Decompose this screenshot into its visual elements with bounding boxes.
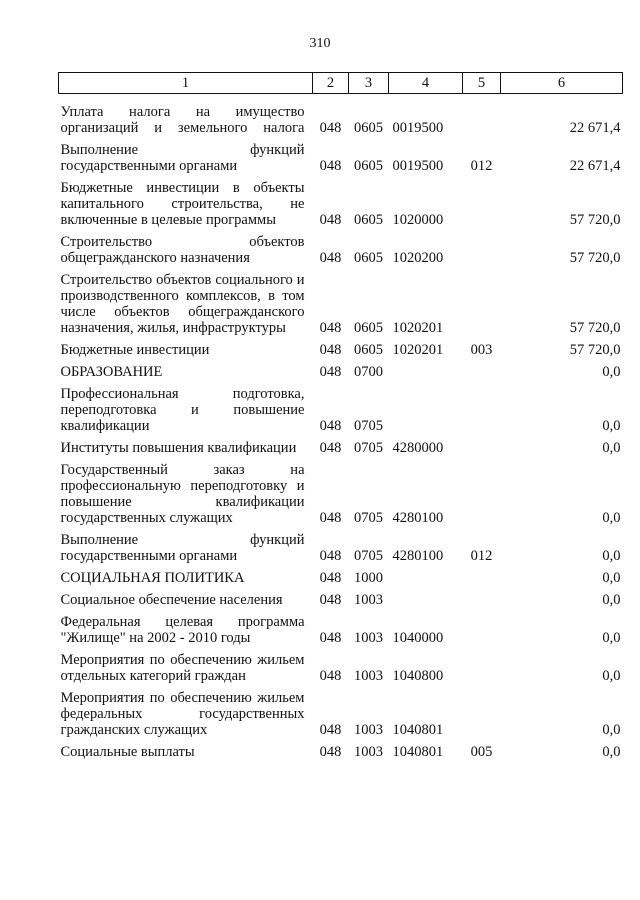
row-amount: 57 720,0 <box>569 250 621 266</box>
row-amount: 57 720,0 <box>569 212 621 228</box>
row-code-gr: 048 <box>319 158 342 174</box>
row-name: Строительство объектов социального и производственного комплексов, в том числе объектов общегражданского назначения, жилья, инфраструктуры <box>60 272 305 336</box>
row-code-cs <box>389 364 463 380</box>
row-amount: 0,0 <box>602 630 621 646</box>
row-name: Социальное обеспечение населения <box>60 592 283 608</box>
row-amount: 0,0 <box>602 722 621 738</box>
row-amount: 22 671,4 <box>569 158 621 174</box>
table-row <box>59 690 623 738</box>
table-row <box>59 342 623 358</box>
row-code-gr: 048 <box>319 630 342 646</box>
row-code-vr <box>463 570 501 586</box>
row-amount: 57 720,0 <box>569 342 621 358</box>
row-code-vr <box>463 272 501 336</box>
table-row <box>59 462 623 526</box>
row-amount: 0,0 <box>602 744 621 760</box>
row-code-gr: 048 <box>319 510 342 526</box>
row-code-vr <box>463 180 501 228</box>
row-code-rz: 0705 <box>354 510 383 526</box>
row-code-rz: 0605 <box>354 342 383 358</box>
row-name: Бюджетные инвестиции <box>60 342 210 358</box>
row-code-gr: 048 <box>319 592 342 608</box>
row-code-rz: 0605 <box>354 250 383 266</box>
row-code-vr: 012 <box>470 548 493 564</box>
row-code-vr <box>463 652 501 684</box>
row-code-cs: 0019500 <box>392 120 444 136</box>
table-row <box>59 592 623 608</box>
row-code-gr: 048 <box>319 440 342 456</box>
column-header-1: 1 <box>59 73 313 94</box>
table-row <box>59 100 623 136</box>
row-name: Мероприятия по обеспечению жильем федеральных государственных гражданских служащих <box>60 690 305 738</box>
row-amount: 0,0 <box>602 668 621 684</box>
row-code-gr: 048 <box>319 250 342 266</box>
table-row <box>59 614 623 646</box>
row-code-cs: 4280100 <box>392 548 444 564</box>
row-amount: 0,0 <box>602 510 621 526</box>
row-code-rz: 0605 <box>354 120 383 136</box>
table-row <box>59 386 623 434</box>
row-name: Строительство объектов общегражданского назначения <box>60 234 305 266</box>
row-code-gr: 048 <box>319 548 342 564</box>
row-name: Федеральная целевая программа "Жилище" на 2002 - 2010 годы <box>60 614 305 646</box>
table-row <box>59 440 623 456</box>
row-code-vr <box>463 592 501 608</box>
row-code-gr: 048 <box>319 570 342 586</box>
row-code-rz: 1003 <box>354 668 383 684</box>
column-header-5: 5 <box>463 73 501 94</box>
row-code-cs: 0019500 <box>392 158 444 174</box>
row-code-vr <box>463 440 501 456</box>
row-code-rz: 1003 <box>354 630 383 646</box>
row-code-rz: 0605 <box>354 212 383 228</box>
row-code-cs: 1040801 <box>392 722 444 738</box>
row-code-rz: 1003 <box>354 722 383 738</box>
table-row <box>59 234 623 266</box>
row-code-vr <box>463 614 501 646</box>
row-code-cs: 1040000 <box>392 630 444 646</box>
budget-table <box>58 72 623 760</box>
row-name: Социальные выплаты <box>60 744 195 760</box>
page-number: 310 <box>309 36 331 51</box>
column-header-2: 2 <box>313 73 349 94</box>
row-amount: 0,0 <box>602 440 621 456</box>
row-name: Бюджетные инвестиции в объекты капитального строительства, не включенные в целевые программы <box>60 180 305 228</box>
row-name: Выполнение функций государственными органами <box>60 532 305 564</box>
table-header <box>59 73 623 94</box>
row-code-gr: 048 <box>319 722 342 738</box>
row-code-gr: 048 <box>319 320 342 336</box>
row-amount: 0,0 <box>602 364 621 380</box>
row-code-gr: 048 <box>319 120 342 136</box>
table-body <box>59 94 623 761</box>
row-code-cs: 4280000 <box>392 440 444 456</box>
row-code-gr: 048 <box>319 744 342 760</box>
row-code-cs: 1020200 <box>392 250 444 266</box>
row-code-rz: 0705 <box>354 548 383 564</box>
row-code-cs: 1040801 <box>392 744 444 760</box>
table-row <box>59 364 623 380</box>
row-code-cs: 1020000 <box>392 212 444 228</box>
row-code-vr: 005 <box>470 744 493 760</box>
row-code-vr <box>463 364 501 380</box>
table-row <box>59 570 623 586</box>
row-code-rz: 0705 <box>354 418 383 434</box>
row-code-rz: 0700 <box>354 364 383 380</box>
table-row <box>59 652 623 684</box>
row-code-cs: 1020201 <box>392 320 444 336</box>
row-code-gr: 048 <box>319 418 342 434</box>
row-code-vr <box>463 386 501 434</box>
row-amount: 0,0 <box>602 570 621 586</box>
row-code-gr: 048 <box>319 212 342 228</box>
row-code-cs: 1020201 <box>392 342 444 358</box>
row-code-rz: 1003 <box>354 592 383 608</box>
column-header-6: 6 <box>501 73 623 94</box>
row-code-gr: 048 <box>319 668 342 684</box>
table-row <box>59 272 623 336</box>
row-code-vr <box>463 690 501 738</box>
row-amount: 22 671,4 <box>569 120 621 136</box>
table-row <box>59 744 623 760</box>
row-code-vr: 003 <box>470 342 493 358</box>
row-code-vr <box>463 234 501 266</box>
table-row <box>59 180 623 228</box>
row-amount: 0,0 <box>602 418 621 434</box>
row-name: Уплата налога на имущество организаций и земельного налога <box>60 104 305 136</box>
row-code-cs: 4280100 <box>392 510 444 526</box>
row-code-rz: 0605 <box>354 320 383 336</box>
row-code-rz: 1003 <box>354 744 383 760</box>
row-code-gr: 048 <box>319 342 342 358</box>
table-row <box>59 142 623 174</box>
row-name: Профессиональная подготовка, переподготовка и повышение квалификации <box>60 386 305 434</box>
row-name: ОБРАЗОВАНИЕ <box>60 364 163 380</box>
column-header-3: 3 <box>349 73 389 94</box>
row-code-vr <box>463 100 501 136</box>
row-code-rz: 1000 <box>354 570 383 586</box>
row-amount: 0,0 <box>602 592 621 608</box>
table-row <box>59 532 623 564</box>
row-name: Выполнение функций государственными органами <box>60 142 305 174</box>
row-code-cs <box>389 386 463 434</box>
row-code-cs <box>389 592 463 608</box>
row-name: Мероприятия по обеспечению жильем отдельных категорий граждан <box>60 652 305 684</box>
row-name: СОЦИАЛЬНАЯ ПОЛИТИКА <box>60 570 245 586</box>
row-name: Институты повышения квалификации <box>60 440 297 456</box>
row-amount: 0,0 <box>602 548 621 564</box>
row-amount: 57 720,0 <box>569 320 621 336</box>
row-code-gr: 048 <box>319 364 342 380</box>
row-code-cs: 1040800 <box>392 668 444 684</box>
row-code-vr <box>463 462 501 526</box>
row-name: Государственный заказ на профессиональную переподготовку и повышение квалификации государственных служащих <box>60 462 305 526</box>
row-code-rz: 0705 <box>354 440 383 456</box>
column-header-4: 4 <box>389 73 463 94</box>
row-code-rz: 0605 <box>354 158 383 174</box>
row-code-cs <box>389 570 463 586</box>
row-code-vr: 012 <box>470 158 493 174</box>
